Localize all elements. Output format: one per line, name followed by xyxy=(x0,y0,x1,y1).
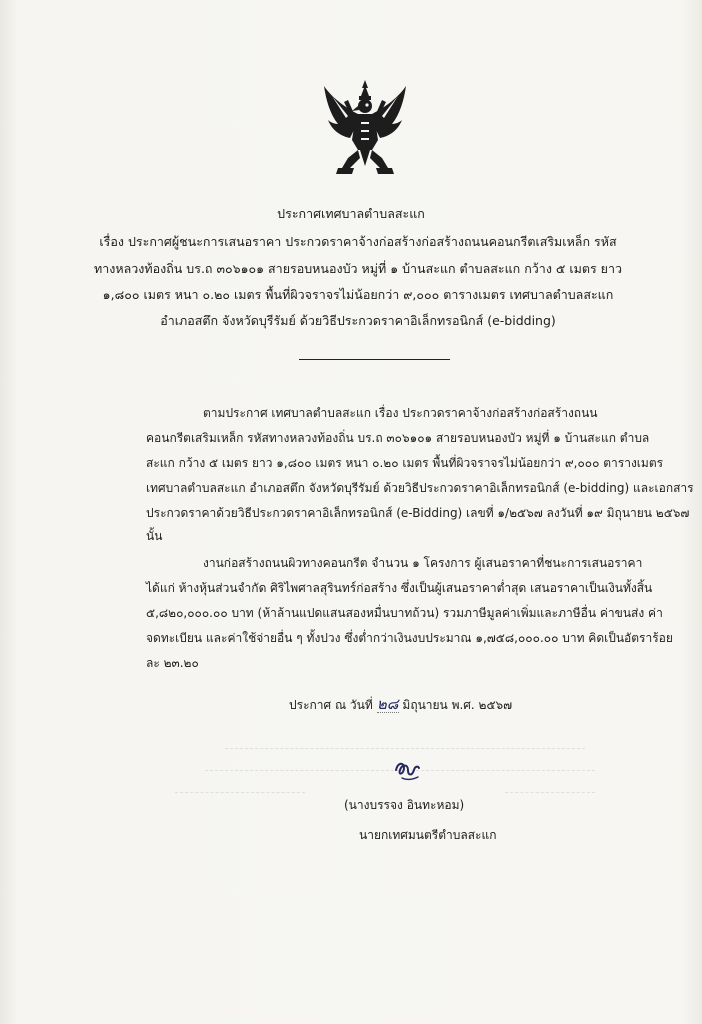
bleed-through-mark xyxy=(175,792,305,793)
date-day-handwritten: ๒๘ xyxy=(376,695,399,713)
paragraph-1-line: เทศบาลตำบลสะแก อำเภอสตึก จังหวัดบุรีรัมย์ ด้วยวิธีประกวดราคาอิเล็กทรอนิกส์ (e-bidding) และเอกสาร xyxy=(146,481,694,495)
paragraph-1-line: คอนกรีตเสริมเหล็ก รหัสทางหลวงท้องถิ่น บร.ถ ๓๐๖๑๐๑ สายรอบหนองบัว หมู่ที่ ๑ บ้านสะแก ตำบล xyxy=(146,431,650,445)
announcement-date xyxy=(289,697,512,713)
signatory-name: (นางบรรจง อินทะหอม) xyxy=(344,798,465,812)
subject-line: เรื่อง ประกาศผู้ชนะการเสนอราคา ประกวดราคาจ้างก่อสร้างก่อสร้างถนนคอนกรีตเสริมเหล็ก รหัส xyxy=(99,234,617,249)
paragraph-2-line: งานก่อสร้างถนนผิวทางคอนกรีต จำนวน ๑ โครงการ ผู้เสนอราคาที่ชนะการเสนอราคา xyxy=(203,556,643,570)
signature-mark xyxy=(392,756,422,784)
garuda-emblem-icon xyxy=(322,78,408,178)
paragraph-2-line: ได้แก่ ห้างหุ้นส่วนจำกัด ศิริไพศาลสุรินทร์ก่อสร้าง ซึ่งเป็นผู้เสนอราคาต่ำสุด เสนอราคาเป็นเงินทั้งสิ้น xyxy=(146,581,653,595)
paragraph-1-line: สะแก กว้าง ๕ เมตร ยาว ๑,๘๐๐ เมตร หนา ๐.๒๐ เมตร พื้นที่ผิวจราจรไม่น้อยกว่า ๙,๐๐๐ ตารางเมตร xyxy=(146,456,664,470)
bleed-through-mark xyxy=(225,748,585,749)
subject-line: อำเภอสตึก จังหวัดบุรีรัมย์ ด้วยวิธีประกวดราคาอิเล็กทรอนิกส์ (e-bidding) xyxy=(160,313,556,328)
date-suffix: มิถุนายน พ.ศ. ๒๕๖๗ xyxy=(402,698,513,712)
bleed-through-mark xyxy=(505,792,595,793)
paragraph-2-line: ๕,๘๒๐,๐๐๐.๐๐ บาท (ห้าล้านแปดแสนสองหมื่นบาทถ้วน) รวมภาษีมูลค่าเพิ่มและภาษีอื่น ค่าขนส่ง ค่า xyxy=(146,606,663,620)
paragraph-2-line: จดทะเบียน และค่าใช้จ่ายอื่น ๆ ทั้งปวง ซึ่งต่ำกว่าเงินงบประมาณ ๑,๗๕๘,๐๐๐.๐๐ บาท คิดเป็นอัตราร้อย xyxy=(146,631,673,645)
title-divider xyxy=(299,359,450,360)
subject-line: ทางหลวงท้องถิ่น บร.ถ ๓๐๖๑๐๑ สายรอบหนองบัว หมู่ที่ ๑ บ้านสะแก ตำบลสะแก กว้าง ๕ เมตร ยาว xyxy=(93,261,623,276)
date-prefix: ประกาศ ณ วันที่ xyxy=(289,698,373,712)
signatory-position: นายกเทศมนตรีตำบลสะแก xyxy=(359,828,497,842)
paragraph-2-line: ละ ๒๓.๒๐ xyxy=(146,656,199,670)
document-title: ประกาศเทศบาลตำบลสะแก xyxy=(277,206,425,221)
subject-line: ๑,๘๐๐ เมตร หนา ๐.๒๐ เมตร พื้นที่ผิวจราจรไม่น้อยกว่า ๙,๐๐๐ ตารางเมตร เทศบาลตำบลสะแก xyxy=(102,287,614,302)
paragraph-1-line: ประกวดราคาด้วยวิธีประกวดราคาอิเล็กทรอนิกส์ (e-Bidding) เลขที่ ๑/๒๕๖๗ ลงวันที่ ๑๙ มิถุนายน ๒๕๖๗ xyxy=(146,506,690,520)
paragraph-1-line: นั้น xyxy=(146,529,163,543)
paragraph-1-line: ตามประกาศ เทศบาลตำบลสะแก เรื่อง ประกวดราคาจ้างก่อสร้างก่อสร้างถนน xyxy=(203,406,598,420)
